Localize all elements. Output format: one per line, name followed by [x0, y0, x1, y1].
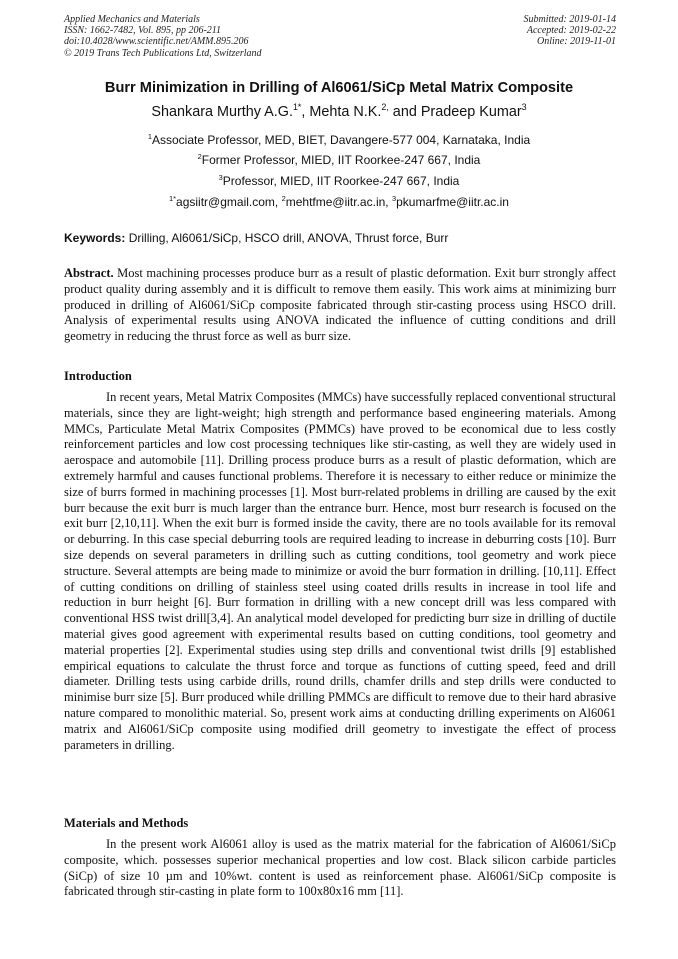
abstract [64, 266, 616, 345]
doi-line: doi:10.4028/www.scientific.net/AMM.895.206 [64, 36, 249, 48]
author-1: Shankara Murthy A.G. [151, 104, 293, 120]
affiliation-3: $^3$Professor, MIED, IIT Roorkee-247 667, India [218, 173, 460, 188]
author-3-mark: 3 [521, 102, 527, 113]
keywords-label: Keywords: [64, 231, 126, 245]
keywords [64, 231, 616, 245]
affiliation-1: $^1$Associate Professor, MED, BIET, Davangere-577 004, Karnataka, India [147, 132, 531, 147]
author-emails: $^{1*}$agsiitr@gmail.com, $^2$mehtfme@iitr.ac.in, $^3$pkumarfme@iitr.ac.in [169, 194, 509, 209]
author-1-mark: 1* [292, 102, 302, 113]
email-1: agsiitr@gmail.com, [176, 195, 282, 209]
accepted-date: Accepted: 2019-02-22 [526, 25, 616, 37]
abstract-label: Abstract. [64, 266, 114, 280]
section-heading-introduction: Introduction [64, 369, 132, 383]
author-2: Mehta N.K. [309, 104, 382, 120]
journal-info [64, 14, 262, 59]
issn-line: ISSN: 1662-7482, Vol. 895, pp 206-211 [64, 25, 222, 37]
copyright-line: © 2019 Trans Tech Publications Ltd, Switzerland [64, 47, 262, 59]
email-2: mehtfme@iitr.ac.in, [285, 195, 392, 209]
section-heading-materials-methods: Materials and Methods [64, 816, 189, 830]
email-3: pkumarfme@iitr.ac.in [396, 195, 509, 209]
author-3: Pradeep Kumar [420, 104, 522, 120]
materials-paragraph: In the present work Al6061 alloy is used as the matrix material for the fabrication of Al6061/SiCp composite, which. possesses superior mechanical properties and low cost. Black silicon carbide particles (SiCp) of size 10 µm and 10%wt. content is used as reinforcement phase. Al6061/SiCp composite is fabricated through stir-casting in plate form to 100x80x16 mm [11]. [64, 837, 616, 899]
dates-info [524, 14, 617, 48]
author-2-mark: 2, [381, 102, 389, 113]
paper-title: Burr Minimization in Drilling of Al6061/SiCp Metal Matrix Composite [104, 80, 574, 96]
abstract-text: Most machining processes produce burr as a result of plastic deformation. Exit burr strongly affect product quality during assembly and it is difficult to remove them easily. This work aims at minimizing burr produced in drilling of Al6061/SiCp composite fabricated through stir-casting process using HSCO drill. Analysis of experimental results using ANOVA indicated the influence of cutting conditions and drill geometry in reducing the thrust force as well as burr size. [64, 266, 616, 344]
online-date: Online: 2019-11-01 [537, 36, 616, 48]
affiliation-2: $^2$Former Professor, MIED, IIT Roorkee-247 667, India [197, 152, 481, 167]
keywords-text: Drilling, Al6061/SiCp, HSCO drill, ANOVA, Thrust force, Burr [125, 231, 449, 245]
author-list: Shankara Murthy A.G.$^{1*}$, Mehta N.K.$^{2,}$ and Pradeep Kumar$^3$ [151, 102, 527, 120]
introduction-paragraph: In recent years, Metal Matrix Composites (MMCs) have successfully replaced conventional structural materials, since they are light-weight; high strength and performance based engineering materials. Among MMCs, Particulate Metal Matrix Composites (PMMCs) have proved to be economical due to less costly reinforcement particles and low cost processing techniques like stir-casting, as well they are widely used in aerospace and automobile [11]. Drilling process produce burrs as a result of plastic deformation, which are extremely harmful and causes functional problems. Therefore it is necessary to either reduce or minimize the size of burrs formed in machining processes [1]. Most burr-related problems in drilling are caused by the exit burr because the exit burr is much larger than the entrance burr. Hence, most burr research is focused on the exit burr [2,10,11]. When the exit burr is formed inside the cavity, there are no tools available for its removal or deburring. In this case special deburring tools are required leading to increase in deburring costs [10]. Burr size depends on several parameters in drilling such as cutting conditions, tool geometry and work piece structure. Several attempts are being made to minimize or avoid the burr formation in drilling. [10,11]. Effect of cutting conditions on drilling of stainless steel using coated drills results in increase in tool life and reduction in burr height [6]. Burr formation in drilling with a new concept drill was less compared with conventional HSS twist drill[3,4]. An analytical model developed for predicting burr size in drilling of ductile material gives good agreement with experimental results based on cutting conditions, tool geometry and material properties [2]. Experimental studies using step drills and conventional twist drills [9] established empirical equations to calculate the thrust force and torque as functions of cutting speed, feed and drill diameter. Drilling tests using carbide drills, round drills, chamfer drills and step drills were conducted to minimise burr size [5]. Burr produced while drilling PMMCs are difficult to remove due to their hard abrasive nature compared to monolithic material. So, present work aims at conducting drilling experiments on Al6061 matrix and Al6061/SiCp composite using modified drill geometry to investigate the effect of process parameters in drilling. [64, 390, 616, 752]
submitted-date: Submitted: 2019-01-14 [523, 14, 616, 25]
journal-name: Applied Mechanics and Materials [64, 14, 200, 25]
